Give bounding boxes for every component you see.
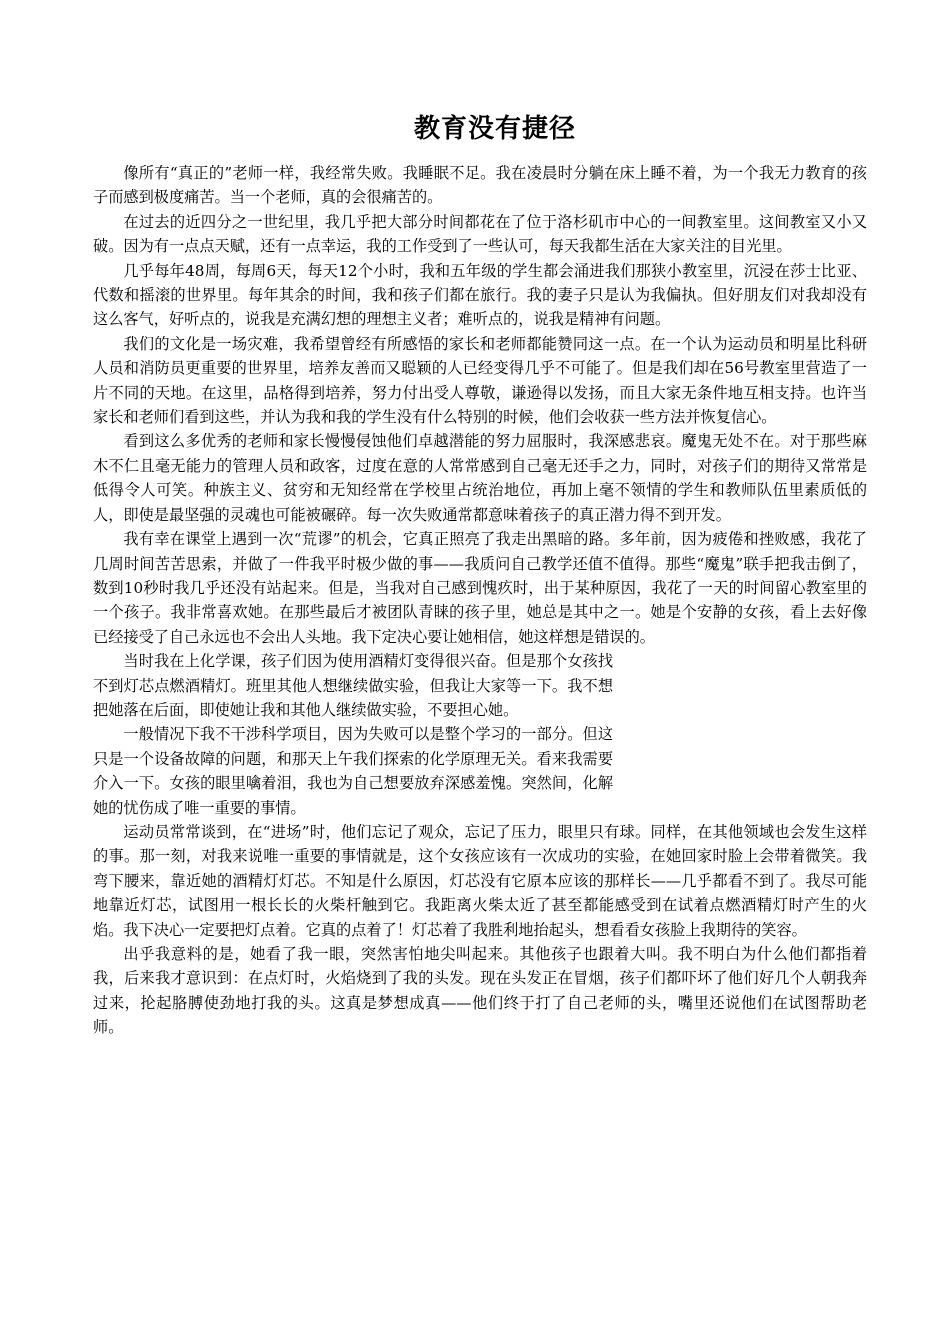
paragraph: 我们的文化是一场灾难，我希望曾经有所感悟的家长和老师都能赞同这一点。在一个认为运动员和明星比科研人员和消防员更重要的世界里，培养友善而又聪颖的人已经变得几乎不可能了。但是我们却在56号教室里营造了一片不同的天地。在这里，品格得到培养，努力付出受人尊敬，谦逊得以发扬，而且大家无条件地互相支持。也许当家长和老师们看到这些，并认为我和我的学生没有什么特别的时候，他们会收获一些方法并恢复信心。: [93, 334, 867, 427]
page-title: 教育没有捷径: [413, 114, 576, 144]
paragraph: 在过去的近四分之一世纪里，我几乎把大部分时间都花在了位于洛杉矶市中心的一间教室里。这间教室又小又破。因为有一点点天赋，还有一点幸运，我的工作受到了一些认可，每天我都生活在大家关注的目光里。: [93, 212, 867, 256]
paragraph: 出乎我意料的是，她看了我一眼，突然害怕地尖叫起来。其他孩子也跟着大叫。我不明白为什么他们都指着我，后来我才意识到：在点灯时，火焰烧到了我的头发。现在头发正在冒烟，孩子们都吓坏了他们好几个人朝我奔过来，抡起胳膊使劲地打我的头。这真是梦想成真——他们终于打了自己老师的头，嘴里还说他们在试图帮助老师。: [93, 945, 867, 1037]
paragraph: 一般情况下我不干涉科学项目，因为失败可以是整个学习的一部分。但这只是一个设备故障的问题，和那天上午我们探索的化学原理无关。看来我需要介入一下。女孩的眼里噙着泪，我也为自己想要放弃深感羞愧。突然间，化解她的忧伤成了唯一重要的事情。: [93, 725, 613, 817]
paragraph: 像所有“真正的”老师一样，我经常失败。我睡眠不足。我在凌晨时分躺在床上睡不着，为一个我无力教育的孩子而感到极度痛苦。当一个老师，真的会很痛苦的。: [93, 164, 867, 207]
paragraph: 当时我在上化学课，孩子们因为使用酒精灯变得很兴奋。但是那个女孩找不到灯芯点燃酒精灯。班里其他人想继续做实验，但我让大家等一下。我不想把她落在后面，即使她让我和其他人继续做实验，不要担心她。: [93, 652, 613, 719]
paragraph: 我有幸在课堂上遇到一次“荒谬”的机会，它真正照亮了我走出黑暗的路。多年前，因为疲倦和挫败感，我花了几周时间苦苦思索，并做了一件我平时极少做的事——我质问自己教学还值不值得。那些“魔鬼”联手把我击倒了，数到10秒时我几乎还没有站起来。但是，当我对自己感到愧疚时，出于某种原因，我花了一天的时间留心教室里的一个孩子。我非常喜欢她。在那些最后才被团队青睐的孩子里，她总是其中之一。她是个安静的女孩，看上去好像已经接受了自己永远也不会出人头地。我下定决心要让她相信，她这样想是错误的。: [93, 530, 867, 646]
paragraph: 运动员常常谈到，在“进场”时，他们忘记了观众，忘记了压力，眼里只有球。同样，在其他领域也会发生这样的事。那一刻，对我来说唯一重要的事情就是，这个女孩应该有一次成功的实验，在她回家时脸上会带着微笑。我弯下腰来，靠近她的酒精灯灯芯。不知是什么原因，灯芯没有它原本应该的那样长——几乎都看不到了。我尽可能地靠近灯芯，试图用一根长长的火柴杆触到它。我距离火柴太近了甚至都能感受到在试着点燃酒精灯时产生的火焰。我下决心一定要把灯点着。它真的点着了！灯芯着了我胜利地抬起头，想看看女孩脸上我期待的笑容。: [93, 822, 867, 939]
paragraph: 看到这么多优秀的老师和家长慢慢侵蚀他们卓越潜能的努力屈服时，我深感悲哀。魔鬼无处不在。对于那些麻木不仁且毫无能力的管理人员和政客，过度在意的人常常感到自己毫无还手之力，同时，对孩子们的期待又常常是低得令人可笑。种族主义、贫穷和无知经常在学校里占统治地位，再加上毫不领情的学生和教师队伍里素质低的人，即使是最坚强的灵魂也可能被碾碎。每一次失败通常都意味着孩子的真正潜力得不到开发。: [93, 432, 867, 524]
paragraph: 几乎每年48周，每周6天，每天12个小时，我和五年级的学生都会涌进我们那狭小教室里，沉浸在莎士比亚、代数和摇滚的世界里。每年其余的时间，我和孩子们都在旅行。我的妻子只是认为我偏执。但好朋友们对我却没有这么客气，好听点的，说我是充满幻想的理想主义者；难听点的，说我是精神有问题。: [93, 261, 867, 329]
article-body: [93, 161, 867, 1040]
